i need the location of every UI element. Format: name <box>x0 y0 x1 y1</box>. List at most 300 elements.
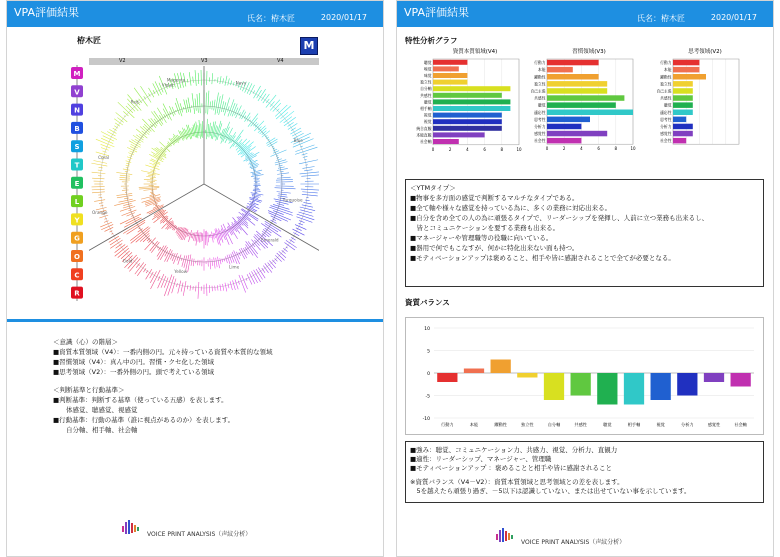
spectrum-line <box>212 101 213 110</box>
spectrum-line <box>150 194 155 195</box>
spectrum-line <box>122 190 129 191</box>
trait-bar <box>547 60 599 66</box>
spectrum-line <box>169 106 173 116</box>
left-divider <box>7 319 383 322</box>
spectrum-line <box>198 232 199 241</box>
category-label: 共感性 <box>574 422 587 427</box>
trait-bar-charts <box>397 45 774 173</box>
spectrum-line <box>143 189 157 190</box>
spectrum-line <box>278 165 282 166</box>
spectrum-line <box>299 160 318 164</box>
spectrum-line <box>253 190 261 191</box>
left-header <box>7 1 383 27</box>
trait-bar <box>673 95 693 101</box>
spectrum-line <box>230 103 235 116</box>
spectrum-line <box>224 258 225 261</box>
tick-label: 10 <box>424 327 430 332</box>
spectrum-line <box>104 221 108 223</box>
spectrum-line <box>192 233 193 239</box>
category-label: 感覚性 <box>534 131 546 137</box>
category-label: 本能 <box>537 67 546 73</box>
spectrum-line <box>251 193 264 195</box>
spectrum-line <box>233 82 234 85</box>
balance-bar <box>704 373 724 382</box>
spectrum-line <box>126 165 130 166</box>
balance-bar <box>651 373 671 400</box>
spectrum-line <box>302 194 318 196</box>
spectrum-line <box>271 216 282 221</box>
trait-bar <box>673 102 693 108</box>
category-label: 分析力 <box>660 124 672 130</box>
ytm-title: ＜YTMタイプ＞ <box>410 184 456 192</box>
category-label: 行動力 <box>534 60 546 66</box>
spectrum-line <box>292 131 301 136</box>
spectrum-line <box>150 170 155 171</box>
ring-label: Violet <box>161 82 174 88</box>
trait-bar <box>547 102 616 108</box>
spectrum-line <box>182 131 185 138</box>
category-label: 本能直観 <box>416 132 432 138</box>
spine-letter: Y <box>74 216 80 225</box>
spectrum-line <box>239 275 246 293</box>
spectrum-line <box>92 189 105 190</box>
spectrum-line <box>128 210 131 211</box>
trait-bar <box>433 73 467 78</box>
trait-bar <box>433 66 459 71</box>
category-label: 相手軸 <box>420 105 432 111</box>
explain-line: ＜意識（心）の階層＞ <box>53 338 118 346</box>
tick-label: 10 <box>516 146 522 152</box>
spectrum-line <box>126 167 129 168</box>
spectrum-line <box>99 167 103 168</box>
spectrum-line <box>303 202 311 203</box>
spectrum-line <box>273 211 283 215</box>
spectrum-line <box>93 161 107 164</box>
graph-title: 特性分析グラフ <box>405 36 458 45</box>
trait-bar <box>547 124 581 130</box>
category-label: 社会性 <box>660 138 672 144</box>
spine-letter: V <box>74 88 80 97</box>
balance-bar <box>571 373 591 396</box>
trait-bar <box>433 139 459 144</box>
spectrum-line <box>120 180 130 181</box>
spectrum-line <box>128 153 134 155</box>
spectrum-line <box>153 163 157 165</box>
trait-bar <box>547 95 624 101</box>
explain-block <box>53 337 272 435</box>
spectrum-line <box>211 122 214 139</box>
spectrum-line <box>150 192 154 193</box>
spectrum-line <box>220 76 221 84</box>
balance-bar <box>731 373 751 387</box>
right-page <box>396 0 774 557</box>
tick-label: -5 <box>425 394 430 400</box>
trait-bar <box>673 131 693 137</box>
tick-label: 0 <box>431 146 435 152</box>
ring-label: Turquoise <box>282 197 303 203</box>
trait-bar <box>547 117 590 123</box>
summary-box <box>405 441 764 503</box>
trait-bar <box>433 99 510 104</box>
spectrum-line <box>191 258 192 265</box>
balance-bar <box>517 373 537 378</box>
vpa-logo-icon <box>494 526 516 546</box>
spectrum-line <box>195 232 196 241</box>
category-label: 視覚 <box>423 112 432 118</box>
left-footer: VOICE PRINT ANALYSIS（声紋分析） <box>147 531 252 538</box>
category-label: 分析力 <box>681 422 694 427</box>
category-label: 聴覚 <box>603 422 612 427</box>
category-label: 適応性 <box>534 109 546 115</box>
explain-line: 自分軸、相手軸、社会軸 <box>53 426 138 434</box>
spectrum-line <box>199 93 200 113</box>
spectrum-line <box>99 215 108 218</box>
left-header-name: 氏名：栫木匠 <box>247 14 295 23</box>
tick-label: 2 <box>448 146 452 152</box>
spectrum-line <box>239 249 245 259</box>
ring-label: Red <box>130 99 139 105</box>
tick-label: 6 <box>483 146 486 152</box>
spectrum-line <box>181 283 183 292</box>
spectrum-line <box>228 106 230 111</box>
spectrum-line <box>158 274 164 288</box>
spectrum-line <box>189 72 191 85</box>
spectrum-line <box>217 257 219 268</box>
category-label: 行動力 <box>441 422 454 427</box>
spectrum-line <box>198 125 199 136</box>
spectrum-line <box>213 233 214 239</box>
spectrum-line <box>163 104 172 121</box>
right-header-name: 氏名：栫木匠 <box>637 14 685 23</box>
spectrum-line <box>127 222 146 234</box>
spectrum-line <box>139 186 159 187</box>
spectrum-line <box>222 259 223 263</box>
category-label: 感覚性 <box>660 131 672 137</box>
spectrum-line <box>92 172 106 173</box>
trait-bar <box>673 74 706 80</box>
spectrum-line <box>210 102 211 109</box>
ytm-line: ■自分を含め全ての人の為に頑張るタイプで、リーダーシップを発揮し、人前に立つ業務も出来るし、 <box>410 214 709 222</box>
spectrum-line <box>99 203 103 204</box>
spectrum-line <box>250 163 258 166</box>
spectrum-line <box>304 170 312 171</box>
spectrum-line <box>123 203 131 205</box>
spectrum-line <box>225 256 227 263</box>
spectrum-line <box>210 126 211 136</box>
spectrum-line <box>252 201 255 202</box>
trait-bar <box>433 113 502 118</box>
spectrum-line <box>126 163 130 164</box>
trait-bar <box>673 81 693 87</box>
spectrum-line <box>217 285 218 290</box>
ytm-line: ■マネージャーや管理職等の役職に向いている。 <box>410 234 553 242</box>
spine-letter: M <box>73 70 81 78</box>
spectrum-line <box>296 228 302 231</box>
spectrum-line <box>240 110 245 119</box>
spectrum-line <box>168 276 174 295</box>
spectrum-line <box>116 172 132 174</box>
spectrum-line <box>265 263 272 272</box>
spectrum-line <box>273 204 289 209</box>
spectrum-line <box>150 171 155 172</box>
panel-title: 習慣領域(V3) <box>572 49 606 55</box>
spectrum-line <box>220 133 221 136</box>
spectrum-line <box>100 222 112 227</box>
ring-label: Gold <box>122 258 133 264</box>
trait-bar <box>547 81 607 87</box>
version-label-v3: V3 <box>201 58 208 64</box>
category-label: 社会軸 <box>420 138 432 144</box>
category-label: 適応性 <box>660 109 672 115</box>
spectrum-line <box>119 177 129 178</box>
spectrum-line <box>92 192 105 193</box>
spectrum-line <box>223 78 224 83</box>
category-label: 視覚 <box>656 422 665 427</box>
spectrum-line <box>92 178 104 179</box>
spectrum-line <box>125 171 128 172</box>
spectrum-line <box>300 172 319 174</box>
category-label: 共感性 <box>660 95 672 101</box>
spine-letter: B <box>74 124 80 133</box>
category-label: 自分軸 <box>547 422 561 427</box>
spectrum-line <box>246 155 257 161</box>
spine-letter: O <box>74 253 80 261</box>
category-label: 社会軸 <box>734 422 747 427</box>
ytm-line: ■物事を多方面の感覚で判断するマルチなタイプである。 <box>410 194 579 202</box>
spectrum-line <box>175 103 179 115</box>
panel-title: 資質本質領域(V4) <box>452 49 498 55</box>
trait-bar <box>673 60 699 66</box>
spectrum-line <box>302 166 314 168</box>
tick-label: 8 <box>614 146 618 152</box>
ring-label: Navy <box>235 80 247 86</box>
spectrum-line <box>220 258 221 264</box>
spectrum-line <box>208 232 209 242</box>
spectrum-line <box>225 76 227 86</box>
tick-label: 0 <box>427 372 430 377</box>
spectrum-line <box>193 77 194 83</box>
spectrum-line <box>114 119 123 125</box>
spectrum-line <box>173 253 177 264</box>
spectrum-line <box>120 206 135 211</box>
category-label: 統合直観 <box>416 125 432 131</box>
spectrum-line <box>183 281 186 296</box>
category-label: 独立性 <box>534 81 546 87</box>
spectrum-line <box>118 102 135 118</box>
spectrum-line <box>116 193 132 195</box>
explain-line: ＜判断基準と行動基準＞ <box>53 386 125 394</box>
spectrum-line <box>228 283 229 288</box>
balance-bar <box>544 373 564 400</box>
spectrum-line <box>277 173 289 175</box>
spectrum-line <box>248 241 258 254</box>
summary-line: 5を越えたら頑張り過ぎ、－5以下は認識していない、または出せていない事を示しています。 <box>410 487 691 495</box>
spectrum-line <box>235 279 238 289</box>
spectrum-line <box>123 169 130 170</box>
spectrum-line <box>120 175 130 176</box>
spectrum-line <box>277 192 291 193</box>
spectrum-line <box>276 159 282 161</box>
spectrum-line <box>187 285 188 289</box>
tick-label: 4 <box>580 146 583 152</box>
spectrum-line <box>183 107 184 110</box>
spectrum-line <box>277 168 288 170</box>
summary-line: ■適性：リーダーシップ、マネージャー、管理職 <box>410 455 552 463</box>
trait-bar <box>433 119 502 124</box>
explain-line: ■習慣領域（V4）：真ん中の円。習慣・クセ化した領域 <box>53 358 214 366</box>
category-label: 自分軸 <box>420 86 432 92</box>
spectrum-line <box>253 189 260 190</box>
spectrum-line <box>263 94 270 103</box>
spine-letter: T <box>74 161 80 170</box>
category-label: 聴覚 <box>537 102 546 108</box>
spectrum-line <box>117 195 132 197</box>
spine-letter: N <box>74 106 80 115</box>
category-label: 思考性 <box>534 116 546 122</box>
vpa-logo-icon <box>120 518 142 538</box>
spectrum-line <box>249 273 255 284</box>
category-label: 味覚 <box>423 72 432 78</box>
version-label-v2: V2 <box>119 58 126 64</box>
spectrum-line <box>199 232 200 242</box>
spectrum-line <box>233 280 236 290</box>
spectrum-line <box>151 193 154 194</box>
spectrum-line <box>295 145 314 152</box>
spectrum-line <box>126 161 132 163</box>
explain-line: ■行動基準：行動の基準（誰に視点があるのか）を表します。 <box>53 416 235 424</box>
spectrum-line <box>230 81 231 86</box>
trait-bar <box>673 124 693 130</box>
trait-bar <box>547 74 599 80</box>
tick-label: 2 <box>562 146 566 152</box>
spectrum-line <box>215 93 219 115</box>
spectrum-line <box>285 242 295 250</box>
app-logo-icon <box>300 37 318 55</box>
spectrum-line <box>206 231 207 246</box>
spectrum-line <box>247 274 252 284</box>
balance-bar <box>491 360 511 374</box>
spectrum-line <box>94 200 105 202</box>
trait-bar <box>673 88 693 94</box>
spectrum-line <box>251 271 257 282</box>
tick-label: 0 <box>545 146 549 152</box>
ytm-line: ■全て軸や様々な感覚を持っている為に、多くの業務に対応出来る。 <box>410 204 612 212</box>
spectrum-line <box>217 77 218 83</box>
summary-line: ■強み：聴覚、コミュニケーション力、共感力、視覚、分析力、直観力 <box>410 446 618 454</box>
trait-bar <box>433 132 485 137</box>
spectrum-line <box>253 178 259 179</box>
spectrum-line <box>238 281 239 285</box>
spectrum-line <box>114 200 135 205</box>
spectrum-line <box>129 155 132 156</box>
trait-bar <box>673 138 686 144</box>
spectrum-line <box>299 223 303 225</box>
spectrum-line <box>215 286 216 291</box>
category-label: 相手軸 <box>627 422 641 427</box>
spectrum-line <box>190 285 191 290</box>
spectrum-line <box>253 169 255 170</box>
explain-line: ■思考領域（V2）：一番外側の円。頭で考えている領域 <box>53 368 214 376</box>
spectrum-line <box>254 86 261 98</box>
spectrum-line <box>278 167 285 168</box>
spectrum-line <box>150 271 156 283</box>
spectrum-line <box>304 159 306 160</box>
spectrum-line <box>246 241 258 258</box>
spectrum-line <box>301 189 319 190</box>
spectrum-line <box>100 205 103 206</box>
category-label: 行動力 <box>660 60 672 66</box>
ring-label: Yellow <box>174 268 188 274</box>
summary-line: ■モティベーションアップ ：褒めることと相手や皆に感謝されること <box>410 464 612 472</box>
spectrum-line <box>280 171 284 172</box>
spectrum-line <box>277 177 291 178</box>
spectrum-line <box>302 153 308 155</box>
trait-bar <box>673 117 686 123</box>
trait-bar <box>673 110 693 116</box>
left-page <box>6 0 384 557</box>
spectrum-line <box>214 257 215 268</box>
trait-bar <box>673 67 699 73</box>
spectrum-line <box>295 225 306 230</box>
spectrum-line <box>153 166 157 167</box>
category-label: 共感性 <box>534 95 546 101</box>
spectrum-line <box>300 146 303 147</box>
spectrum-line <box>161 276 166 288</box>
spectrum-line <box>155 81 161 94</box>
spectrum-line <box>305 200 309 201</box>
ring-label: Magenta <box>166 77 186 83</box>
balance-bar <box>597 373 617 405</box>
left-header-title: VPA評価結果 <box>14 6 79 19</box>
voice-print-wheel <box>89 66 319 306</box>
category-label: 聴覚 <box>423 99 432 105</box>
spectrum-line <box>249 85 254 95</box>
spectrum-line <box>224 229 227 236</box>
spectrum-line <box>273 151 279 154</box>
logo-letter: M <box>303 39 315 52</box>
spine-letter: G <box>74 234 80 243</box>
trait-bar <box>547 138 581 144</box>
explain-line: ■資質本質領域（V4）：一番内側の円。元々持っている資質や本質的な領域 <box>53 348 273 356</box>
spectrum-line <box>195 70 196 86</box>
spine-letter: L <box>74 198 80 207</box>
spectrum-line <box>127 147 137 152</box>
category-label: 躍動性 <box>534 74 546 80</box>
spectrum-line <box>140 86 151 102</box>
spectrum-line <box>198 282 199 299</box>
category-label: 共感性 <box>420 92 432 98</box>
right-header-title: VPA評価結果 <box>404 6 469 19</box>
spectrum-line <box>153 83 159 95</box>
trait-bar <box>547 110 633 116</box>
spectrum-line <box>302 192 317 193</box>
spectrum-line <box>212 73 213 84</box>
ring-label: Lime <box>229 264 240 270</box>
spectrum-line <box>216 258 217 267</box>
spectrum-line <box>189 233 190 237</box>
spectrum-line <box>188 230 191 242</box>
ytm-line: ■器用で何でもこなすが、何かに特化出来ない面も持つ。 <box>410 244 579 252</box>
spectrum-line <box>268 213 287 222</box>
spectrum-line <box>212 259 213 266</box>
spectrum-line <box>242 275 248 289</box>
spine-letter: R <box>74 289 80 298</box>
spectrum-line <box>220 284 221 291</box>
spectrum-line <box>293 232 299 235</box>
right-footer: VOICE PRINT ANALYSIS（声紋分析） <box>521 539 626 546</box>
spectrum-line <box>300 210 312 213</box>
trait-bar <box>547 88 607 94</box>
